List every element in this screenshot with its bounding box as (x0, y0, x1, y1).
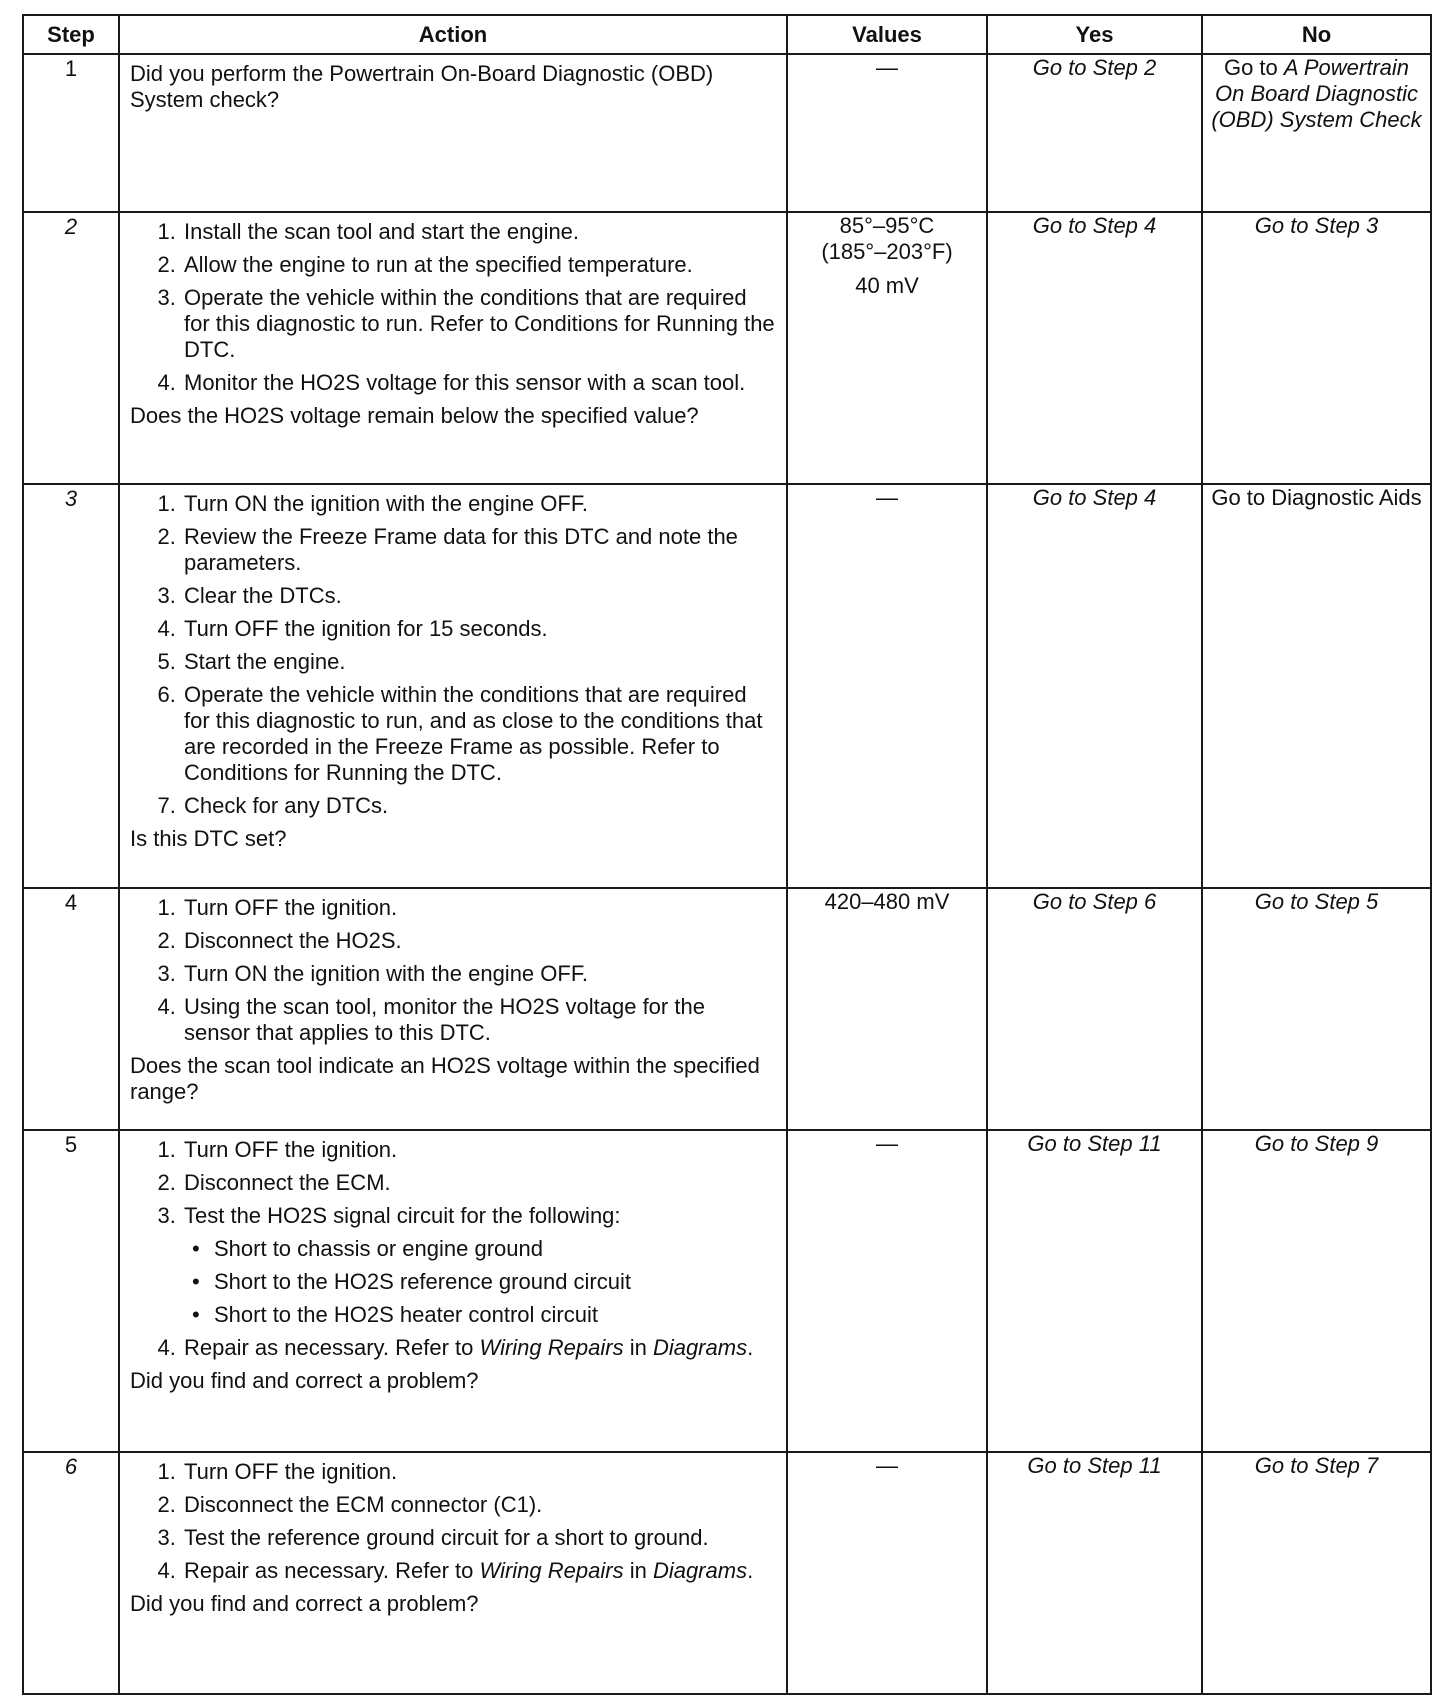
step-number: 5 (23, 1130, 119, 1452)
step-number: 2 (23, 212, 119, 484)
action-step (182, 1558, 776, 1584)
action-step: 1. Turn OFF the ignition. (182, 1459, 776, 1485)
no-prefix: Go to (1223, 55, 1284, 80)
action-cell (119, 54, 787, 212)
action-step: 2. Disconnect the HO2S. (182, 928, 776, 954)
value-text: 420–480 mV (824, 889, 950, 914)
no-link: A Powertrain On Board Diagnostic (OBD) System Check (1211, 55, 1422, 132)
table-row (23, 212, 1431, 484)
action-steps (130, 895, 776, 1046)
action-step: 7. Check for any DTCs. (182, 793, 776, 819)
action-steps (130, 491, 776, 819)
action-cell (119, 1452, 787, 1694)
value-text: — (876, 1453, 898, 1478)
values-cell (787, 484, 987, 888)
header-values: Values (787, 15, 987, 54)
value-text: 40 mV (855, 273, 919, 298)
values-cell (787, 212, 987, 484)
action-question: Did you perform the Powertrain On-Board Diagnostic (OBD) System check? (130, 61, 714, 112)
repair-prefix: Repair as necessary. Refer to (184, 1335, 480, 1360)
values-cell (787, 888, 987, 1130)
action-step-text: Test the HO2S signal circuit for the following: (184, 1203, 621, 1228)
step-number: 6 (23, 1452, 119, 1694)
action-steps (130, 1137, 776, 1361)
table-row (23, 888, 1431, 1130)
step-number: 3 (23, 484, 119, 888)
repair-link-diagrams: Diagrams (652, 1558, 748, 1583)
value-text: (185°–203°F) (821, 239, 953, 264)
action-steps (130, 1459, 776, 1584)
action-step: 2. Allow the engine to run at the specified temperature. (182, 252, 776, 278)
diagnostic-table (22, 14, 1432, 1695)
repair-end: . (747, 1335, 754, 1360)
yes-cell: Go to Step 2 (987, 54, 1202, 212)
yes-cell: Go to Step 6 (987, 888, 1202, 1130)
action-question: Does the HO2S voltage remain below the specified value? (130, 403, 699, 428)
bullet-item: • Short to chassis or engine ground (192, 1236, 776, 1262)
action-step: 1. Turn OFF the ignition. (182, 1137, 776, 1163)
repair-link: Wiring Repairs (479, 1558, 624, 1583)
value-text: — (876, 55, 898, 80)
action-step: 3. Turn ON the ignition with the engine OFF. (182, 961, 776, 987)
action-step: 1. Turn OFF the ignition. (182, 895, 776, 921)
action-step: 3. Test the reference ground circuit for a short to ground. (182, 1525, 776, 1551)
no-cell: Go to Diagnostic Aids (1202, 484, 1431, 888)
action-question: Did you find and correct a problem? (130, 1368, 479, 1393)
bullet-item: • Short to the HO2S reference ground circuit (192, 1269, 776, 1295)
action-step: 6. Operate the vehicle within the conditions that are required for this diagnostic to run, and as close to the conditions that are recorded in the Freeze Frame as possible. Refer to Conditions for Running the DTC. (182, 682, 776, 786)
action-step: 4. Using the scan tool, monitor the HO2S voltage for the sensor that applies to this DTC. (182, 994, 776, 1046)
repair-link-diagrams: Diagrams (652, 1335, 748, 1360)
action-step: 5. Start the engine. (182, 649, 776, 675)
bullet-item: • Short to the HO2S heater control circuit (192, 1302, 776, 1328)
action-question: Is this DTC set? (130, 826, 287, 851)
header-no: No (1202, 15, 1431, 54)
repair-prefix: Repair as necessary. Refer to (184, 1558, 480, 1583)
action-step: 4. Turn OFF the ignition for 15 seconds. (182, 616, 776, 642)
no-cell: Go to Step 9 (1202, 1130, 1431, 1452)
yes-cell: Go to Step 4 (987, 484, 1202, 888)
no-cell: Go to Step 5 (1202, 888, 1431, 1130)
value-text: 85°–95°C (839, 213, 935, 238)
bullet-list (184, 1236, 776, 1328)
table-row (23, 1452, 1431, 1694)
table-row (23, 484, 1431, 888)
header-yes: Yes (987, 15, 1202, 54)
action-step: 2. Disconnect the ECM. (182, 1170, 776, 1196)
repair-mid: in (623, 1558, 653, 1583)
action-step: 3. Operate the vehicle within the conditions that are required for this diagnostic to run. Refer to Conditions for Running the DTC. (182, 285, 776, 363)
value-text: — (876, 1131, 898, 1156)
action-cell (119, 888, 787, 1130)
header-action: Action (119, 15, 787, 54)
yes-cell: Go to Step 11 (987, 1452, 1202, 1694)
action-cell (119, 1130, 787, 1452)
action-step: 1. Turn ON the ignition with the engine OFF. (182, 491, 776, 517)
yes-cell: Go to Step 4 (987, 212, 1202, 484)
table-row (23, 1130, 1431, 1452)
no-cell (1202, 54, 1431, 212)
no-cell: Go to Step 7 (1202, 1452, 1431, 1694)
action-step: 2. Review the Freeze Frame data for this DTC and note the parameters. (182, 524, 776, 576)
action-step: 3. Clear the DTCs. (182, 583, 776, 609)
values-cell (787, 1130, 987, 1452)
table-row (23, 54, 1431, 212)
action-question: Did you find and correct a problem? (130, 1591, 479, 1616)
step-number: 1 (23, 54, 119, 212)
action-steps (130, 219, 776, 396)
no-cell: Go to Step 3 (1202, 212, 1431, 484)
action-step: 2. Disconnect the ECM connector (C1). (182, 1492, 776, 1518)
header-step: Step (23, 15, 119, 54)
repair-mid: in (623, 1335, 653, 1360)
action-step: 1. Install the scan tool and start the engine. (182, 219, 776, 245)
action-step (182, 1203, 776, 1328)
values-cell (787, 1452, 987, 1694)
action-cell (119, 484, 787, 888)
value-text: — (876, 485, 898, 510)
step-number: 4 (23, 888, 119, 1130)
header-row (23, 15, 1431, 54)
action-step (182, 1335, 776, 1361)
yes-cell: Go to Step 11 (987, 1130, 1202, 1452)
values-cell (787, 54, 987, 212)
repair-end: . (747, 1558, 754, 1583)
action-cell (119, 212, 787, 484)
repair-link: Wiring Repairs (479, 1335, 624, 1360)
action-question: Does the scan tool indicate an HO2S voltage within the specified range? (130, 1053, 760, 1104)
action-step: 4. Monitor the HO2S voltage for this sensor with a scan tool. (182, 370, 776, 396)
